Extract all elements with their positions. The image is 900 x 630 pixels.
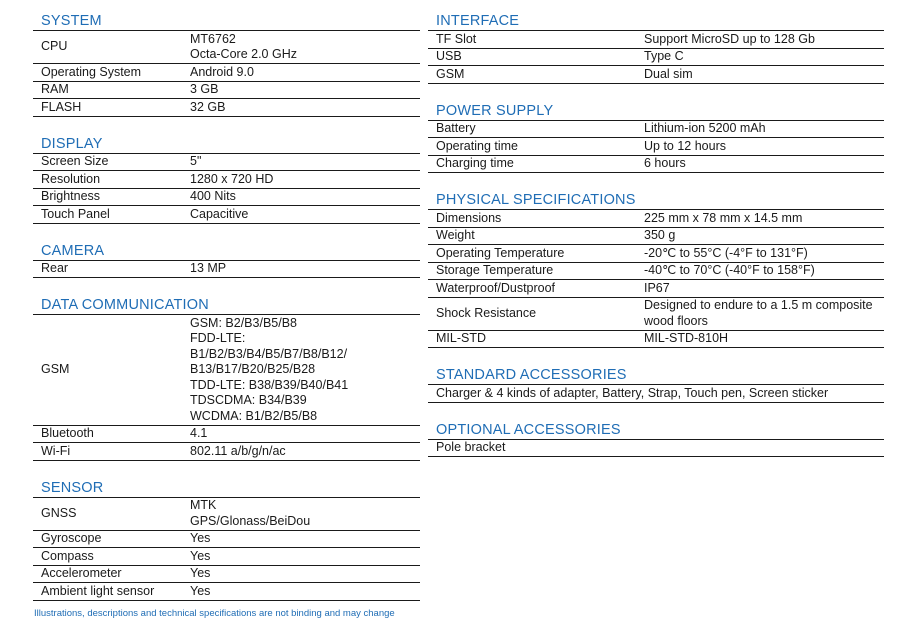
spec-row bbox=[428, 49, 884, 67]
spec-label: Compass bbox=[41, 548, 94, 563]
section-data-communication bbox=[33, 296, 420, 461]
spec-row bbox=[428, 156, 884, 174]
spec-value: Up to 12 hours bbox=[644, 138, 726, 153]
spec-label: GNSS bbox=[41, 505, 77, 520]
section-display bbox=[33, 135, 420, 224]
spec-label: Touch Panel bbox=[41, 206, 110, 221]
spec-label: Wi-Fi bbox=[41, 443, 71, 458]
section-title: POWER SUPPLY bbox=[428, 102, 884, 121]
spec-label: Dimensions bbox=[436, 210, 502, 225]
spec-row bbox=[33, 31, 420, 64]
spec-value: 3 GB bbox=[190, 82, 219, 96]
spec-row bbox=[33, 498, 420, 531]
spec-label: Shock Resistance bbox=[436, 305, 537, 320]
spec-row bbox=[33, 189, 420, 207]
spec-value: 32 GB bbox=[190, 99, 226, 114]
spec-row bbox=[33, 64, 420, 82]
spec-value: 6 hours bbox=[644, 156, 686, 170]
spec-value: IP67 bbox=[644, 280, 670, 295]
spec-label: Operating System bbox=[41, 64, 142, 79]
spec-value: Dual sim bbox=[644, 66, 693, 81]
section-interface bbox=[428, 12, 884, 84]
spec-value: 5" bbox=[190, 154, 202, 168]
spec-label: TF Slot bbox=[436, 31, 477, 46]
section-title: SYSTEM bbox=[33, 12, 420, 31]
spec-row bbox=[428, 228, 884, 246]
section-camera bbox=[33, 242, 420, 279]
spec-label: Resolution bbox=[41, 171, 101, 186]
spec-row bbox=[33, 531, 420, 549]
spec-value: Lithium-ion 5200 mAh bbox=[644, 121, 766, 135]
spec-value: 1280 x 720 HD bbox=[190, 171, 274, 186]
spec-row bbox=[428, 263, 884, 281]
spec-label: Brightness bbox=[41, 189, 101, 203]
spec-row bbox=[33, 171, 420, 189]
spec-value: Capacitive bbox=[190, 206, 249, 221]
spec-value: MT6762 Octa-Core 2.0 GHz bbox=[190, 31, 297, 61]
spec-value: 400 Nits bbox=[190, 189, 236, 203]
section-power-supply bbox=[428, 102, 884, 174]
section-title: INTERFACE bbox=[428, 12, 884, 31]
spec-value: Yes bbox=[190, 566, 211, 580]
spec-text: Pole bracket bbox=[436, 440, 506, 454]
spec-value: Yes bbox=[190, 531, 211, 545]
right-column bbox=[428, 12, 884, 475]
spec-value: 225 mm x 78 mm x 14.5 mm bbox=[644, 210, 803, 225]
spec-label: Battery bbox=[436, 121, 476, 135]
spec-label: Accelerometer bbox=[41, 566, 122, 580]
section-title: PHYSICAL SPECIFICATIONS bbox=[428, 191, 884, 210]
spec-row bbox=[33, 443, 420, 461]
spec-label: CPU bbox=[41, 39, 68, 54]
spec-label: RAM bbox=[41, 82, 69, 96]
spec-value: Designed to endure to a 1.5 m composite wood floors bbox=[644, 298, 873, 328]
spec-value: 4.1 bbox=[190, 426, 208, 440]
spec-label: FLASH bbox=[41, 99, 82, 114]
spec-label: Bluetooth bbox=[41, 426, 94, 440]
section-title: STANDARD ACCESSORIES bbox=[428, 366, 884, 385]
spec-row bbox=[428, 245, 884, 263]
spec-label: Gyroscope bbox=[41, 531, 102, 545]
spec-row bbox=[33, 261, 420, 279]
spec-text: Charger & 4 kinds of adapter, Battery, Strap, Touch pen, Screen sticker bbox=[436, 385, 829, 400]
section-physical-specifications bbox=[428, 191, 884, 348]
spec-row bbox=[428, 331, 884, 349]
spec-value: -20℃ to 55°C (-4°F to 131°F) bbox=[644, 245, 808, 260]
section-standard-accessories bbox=[428, 366, 884, 403]
spec-label: GSM bbox=[41, 362, 70, 376]
spec-row bbox=[428, 385, 884, 403]
left-column bbox=[33, 12, 420, 619]
spec-row bbox=[428, 138, 884, 156]
spec-label: Weight bbox=[436, 228, 475, 242]
spec-label: USB bbox=[436, 49, 462, 63]
spec-value: Yes bbox=[190, 548, 211, 563]
spec-value: 802.11 a/b/g/n/ac bbox=[190, 443, 286, 458]
spec-value: Type C bbox=[644, 49, 684, 63]
section-sensor bbox=[33, 479, 420, 601]
spec-label: Screen Size bbox=[41, 154, 109, 168]
spec-row bbox=[33, 548, 420, 566]
spec-label: GSM bbox=[436, 66, 465, 81]
spec-label: Operating time bbox=[436, 138, 518, 153]
spec-label: Operating Temperature bbox=[436, 245, 565, 260]
spec-label: Waterproof/Dustproof bbox=[436, 280, 556, 295]
spec-value: -40℃ to 70°C (-40°F to 158°F) bbox=[644, 263, 815, 277]
spec-value: Yes bbox=[190, 583, 211, 598]
section-title: SENSOR bbox=[33, 479, 420, 498]
spec-row bbox=[33, 206, 420, 224]
spec-label: Charging time bbox=[436, 156, 514, 170]
spec-value: MTK GPS/Glonass/BeiDou bbox=[190, 498, 311, 528]
spec-row bbox=[428, 31, 884, 49]
section-system bbox=[33, 12, 420, 117]
spec-value: 350 g bbox=[644, 228, 676, 242]
spec-row bbox=[428, 210, 884, 228]
spec-row bbox=[428, 440, 884, 458]
spec-row bbox=[33, 99, 420, 117]
spec-value: Android 9.0 bbox=[190, 64, 254, 79]
spec-row bbox=[33, 426, 420, 444]
spec-row bbox=[428, 298, 884, 331]
section-title: DATA COMMUNICATION bbox=[33, 296, 420, 315]
spec-label: Ambient light sensor bbox=[41, 583, 155, 598]
spec-row bbox=[428, 280, 884, 298]
section-optional-accessories bbox=[428, 421, 884, 458]
spec-row bbox=[428, 66, 884, 84]
spec-row bbox=[33, 583, 420, 601]
spec-row bbox=[33, 315, 420, 426]
spec-value: MIL-STD-810H bbox=[644, 331, 729, 345]
section-title: OPTIONAL ACCESSORIES bbox=[428, 421, 884, 440]
spec-row bbox=[33, 154, 420, 172]
spec-label: Rear bbox=[41, 261, 69, 275]
spec-value: GSM: B2/B3/B5/B8 FDD-LTE: B1/B2/B3/B4/B5/B7/B8/B12/ B13/B17/B20/B25/B28 TDD-LTE: B38/B39/B40/B41 TDSCDMA: B34/B39 WCDMA: B1/B2/B5/B8 bbox=[190, 315, 349, 423]
spec-row bbox=[33, 82, 420, 100]
spec-label: MIL-STD bbox=[436, 331, 486, 345]
spec-value: Support MicroSD up to 128 Gb bbox=[644, 31, 815, 46]
section-title: CAMERA bbox=[33, 242, 420, 261]
spec-label: Storage Temperature bbox=[436, 263, 554, 277]
spec-value: 13 MP bbox=[190, 261, 227, 275]
spec-row bbox=[33, 566, 420, 584]
spec-row bbox=[428, 121, 884, 139]
disclaimer-footer: Illustrations, descriptions and technical specifications are not binding and may change bbox=[34, 608, 395, 619]
section-title: DISPLAY bbox=[33, 135, 420, 154]
